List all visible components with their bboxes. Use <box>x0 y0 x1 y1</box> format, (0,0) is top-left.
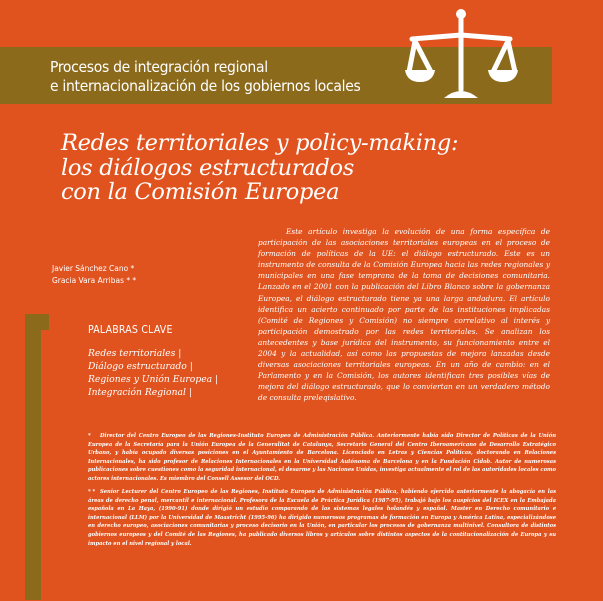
footnote-2-text: Senior Lecturer del Centro Europeo de las Regiones, Instituto Europeo de Administración Pública, habiendo ejercido anteriormente la abogacía en las áreas de derecho penal, mercantil e internacional. Profesora de la Escuela de Práctica Jurídica (1987-95), trabajó bajo los auspicios del ICEX en la Embajada española en La Haya, (1990-91) donde dirigió un estudio comparando de las sistemas legales holandés y español. Master en Derecho comunitario e internacional (LLM) por la Universidad de Maastricht (1995-96) ha dirigido numerosos programas de formación en Europa y América Latina, especializándose en derecho europeo, asociaciones comunitarias y proceso decisorio en la Unión, en particular los procesos de gobernanza multinivel. Consultora de distintos gobiernos europeos y del Comité de las Regiones, ha publicado diversos libros y artículos sobre distintos aspectos de la contitucionalización de Europa y su impacto en el nivel regional y local. <box>88 489 556 547</box>
side-strip <box>552 0 603 104</box>
author-1: Javier Sánchez Cano * <box>52 263 135 273</box>
authors <box>52 262 136 286</box>
article-title <box>61 131 458 205</box>
keyword-item: Redes territoriales | <box>88 348 182 359</box>
keyword-item: Regiones y Unión Europea | <box>88 374 219 386</box>
bracket-decoration-inner <box>41 330 49 600</box>
section-title-line-2: e internacionalización de los gobiernos locales <box>50 77 361 95</box>
footnote-1-marker: * <box>88 433 91 439</box>
article-title-line-2: los diálogos estructurados <box>61 154 354 181</box>
section-title-line-1: Procesos de integración regional <box>50 58 268 76</box>
article-title-line-1: Redes territoriales y policy-making: <box>61 130 459 156</box>
keyword-item: Integración Regional | <box>88 387 192 399</box>
author-2: Gracia Vara Arribas * * <box>52 275 137 285</box>
footnote-2 <box>88 488 556 548</box>
keywords-heading: PALABRAS CLAVE <box>88 324 173 336</box>
article-title-line-3: con la Comisión Europea <box>61 179 340 205</box>
keyword-item: Diálogo estructurado | <box>88 361 193 373</box>
keywords-list <box>88 347 218 399</box>
footnote-1 <box>88 432 556 484</box>
footnote-2-marker: * * <box>88 489 96 495</box>
scale-of-justice-icon <box>404 8 519 104</box>
footnote-1-text: Director del Centro Europeo de las Regiones-Instituto Europeo de Administración Pública. Anteriormente había sido Director de Políticas de la Unión Europea de la Secretaría para la Unión Europea de la Generalitat de Catalunya, Secretario General del Centro Iberoamericano de Desarrollo Estratégico Urbano, y había ocupado diversas posiciones en el Ayuntamiento de Barcelona. Licenciado en Letras y Ciencias Políticas, doctorando en Relaciones Internacionales, ha sido profesor de Relaciones Internacionales en la Universidad Autónoma de Barcelona y en la Fundación Cidob. Autor de numerosas publicaciones sobre cuestiones como la seguridad internacional, el desarme y las Naciones Unidas, investiga actualmente el rol de las autoridades locales como actores internacionales. Es miembro del Consell Assesor del OCD. <box>88 433 556 482</box>
abstract: Este artículo investiga la evolución de una forma específica de participación de las asociaciones territoriales europeas en el proceso de formación de políticas de la UE: el diálogo estructurado. Este es un instrumento de consulta de la Comisión Europea hacia las redes regionales y municipales en una fase temprana de la toma de decisiones comunitaria. Lanzado en el 2001 con la publicación del Libro Blanco sobre la gobernanza Europea, el diálogo estructurado tiene ya una larga andadura. El artículo identifica un acierto continuado por parte de las instituciones implicadas (Comité de Regiones y Comisión) no siempre correlativo al interés y participación demostrado por las redes territoriales. Se analizan los antecedentes y base jurídica del instrumento, su funcionamiento entre el 2004 y la actualidad, así como las propuestas de mejora lanzadas desde diversas asociaciones territoriales europeas. En un año de cambio: en el Parlamento y en la Comisión, los autores identifican tres posibles vías de mejora del diálogo estructurado, que lo conviertan en un verdadero método de consulta preleqislativo. <box>258 227 550 403</box>
section-title <box>50 58 360 96</box>
